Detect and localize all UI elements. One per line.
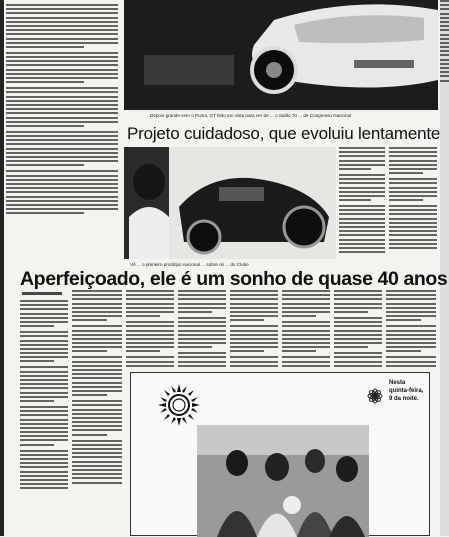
byline	[22, 292, 62, 295]
ad-text-line-2: quinta-feira,	[389, 388, 424, 394]
sun-logo-icon	[157, 383, 201, 427]
text-column-low-5	[230, 290, 278, 368]
left-text-column	[6, 4, 118, 266]
flower-logo-icon	[364, 383, 386, 409]
ad-text	[389, 379, 429, 403]
middle-photo-caption: Vê ... o primeiro protótipo nacional ... sobre os ... do Clube	[130, 262, 249, 267]
headline-projeto: Projeto cuidadoso, que evoluiu lentamente	[127, 124, 441, 143]
page-left-edge	[0, 0, 4, 536]
text-column-low-8	[386, 290, 436, 368]
car-illustration	[124, 0, 438, 110]
text-column-mid-2	[389, 147, 437, 265]
text-column-low-4	[178, 290, 226, 368]
text-column-mid-1	[339, 147, 385, 265]
ad-text-line-3: 9 da noite.	[389, 396, 419, 402]
text-column-low-6	[282, 290, 330, 368]
vintage-car-illustration	[124, 147, 336, 259]
headline-aperfeicoado: Aperfeiçoado, ele é um sonho de quase 40 anos	[20, 268, 448, 290]
text-column-low-7	[334, 290, 382, 368]
group-of-people-illustration	[197, 425, 369, 537]
text-column-low-1	[20, 300, 68, 536]
top-photo-caption: Depois grande vem o Puma, GT feito em vista para ver de ... o Salão 70 ... de Congresso Nacional	[150, 113, 352, 118]
ad-group-photo	[197, 425, 369, 537]
car-photo-top	[124, 0, 438, 110]
text-column-low-2	[72, 290, 122, 536]
ad-text-line-1: Nesta	[389, 380, 406, 386]
car-photo-middle	[124, 147, 336, 259]
advertisement-box	[130, 372, 430, 536]
text-column-low-3	[126, 290, 174, 368]
